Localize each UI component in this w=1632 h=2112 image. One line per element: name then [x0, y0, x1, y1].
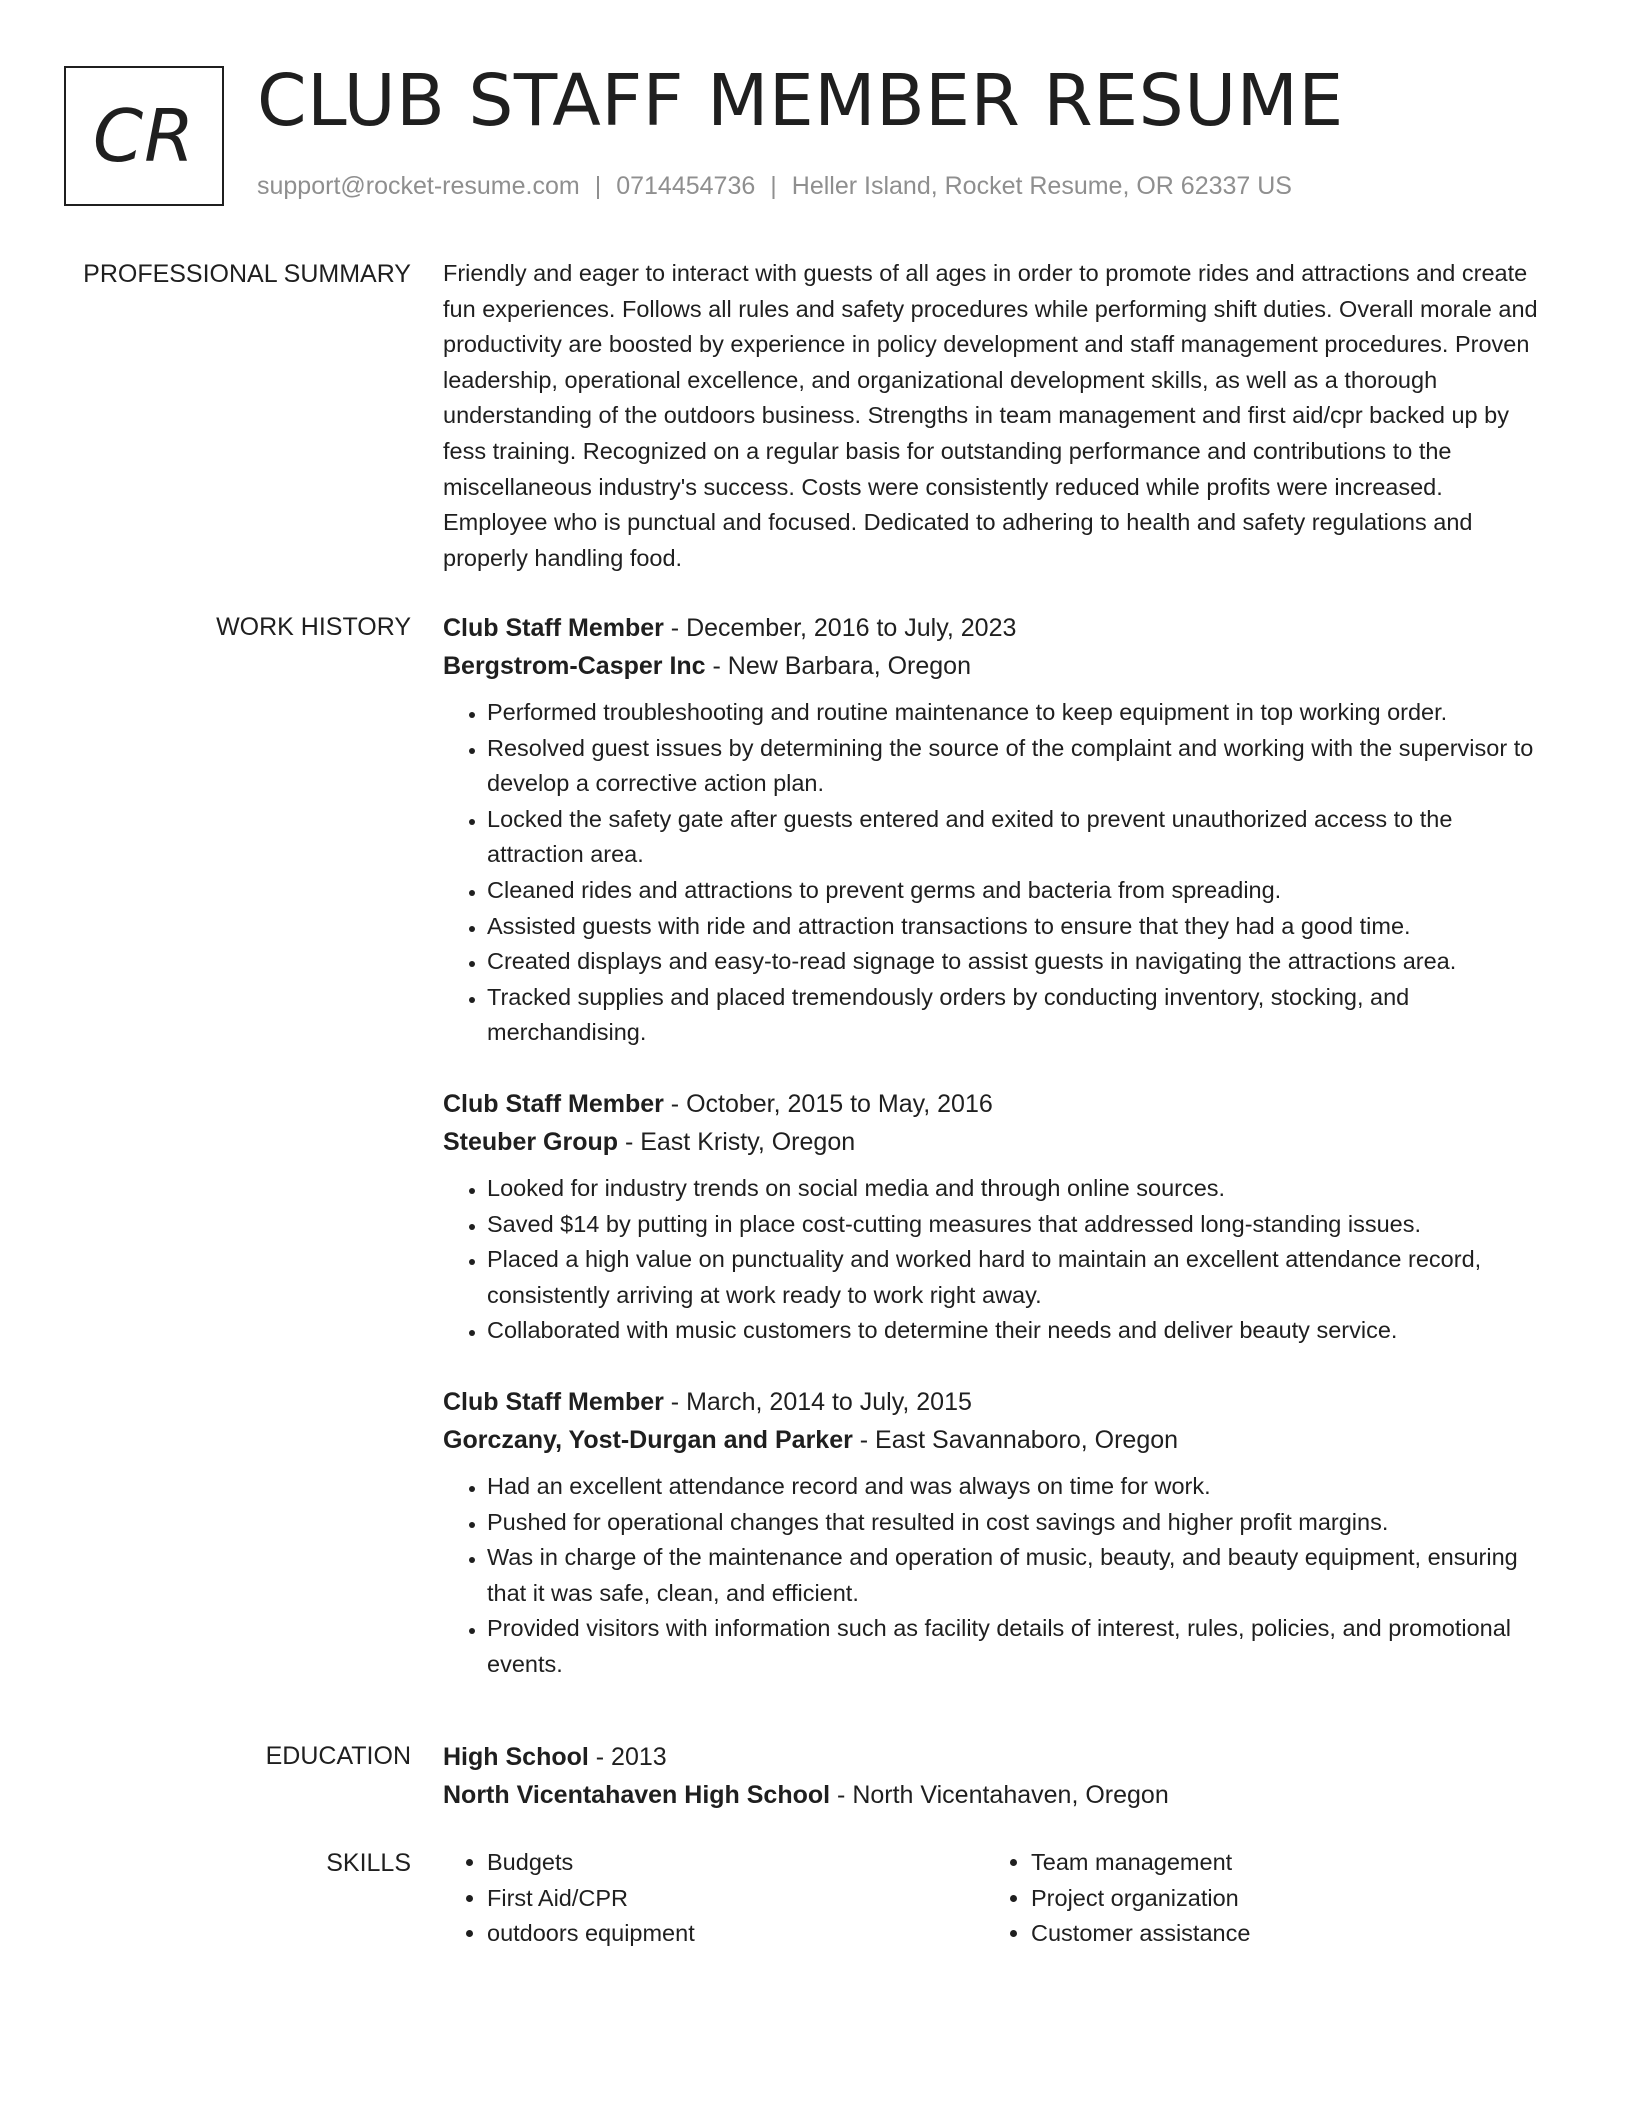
summary-text: Friendly and eager to interact with guests of all ages in order to promote rides and attractions and create fun experiences. Follows all rules and safety procedures while performing shift duties. Overall morale and productivity are boosted by experience in policy development and staff management procedures. Proven leadership, operational excellence, and organizational development skills, as well as a thorough understanding of the outdoors business. Strengths in team management and first aid/cpr backed up by fess training. Recognized on a regular basis for outstanding performance and contributions to the miscellaneous industry's success. Costs were consistently reduced while profits were increased. Employee who is punctual and focused. Dedicated to adhering to health and safety regulations and properly handling food. [443, 260, 1538, 571]
education-body [443, 1738, 1543, 1814]
job-duty: • Was in charge of the maintenance and operation of music, beauty, and beauty equipment, ensuring that it was safe, clean, and efficient. [487, 1540, 1543, 1611]
contact-phone: 0714454736 [616, 172, 756, 200]
education-location: - North Vicentahaven, Oregon [830, 1781, 1169, 1809]
job-duty: • Saved $14 by putting in place cost-cutting measures that addressed long-standing issues. [487, 1207, 1543, 1243]
job-company: Steuber Group [443, 1127, 619, 1156]
education-degree: High School [443, 1743, 589, 1771]
job-company: Bergstrom-Casper Inc [443, 652, 706, 680]
skills-body [443, 1845, 1543, 1952]
monogram-initials: CR [92, 94, 196, 178]
skill-item: • Team management [1031, 1845, 1531, 1881]
monogram-logo [64, 66, 224, 206]
job-duty: • Pushed for operational changes that resulted in cost savings and higher profit margins. [487, 1505, 1543, 1541]
section-label-summary: PROFESSIONAL SUMMARY [83, 260, 411, 288]
job-location: - East Kristy, Oregon [618, 1127, 856, 1156]
skill-item: • Customer assistance [1031, 1916, 1531, 1952]
skill-item: • outdoors equipment [487, 1916, 987, 1952]
job-company: Gorczany, Yost-Durgan and Parker [443, 1425, 853, 1454]
job-entry [443, 1085, 1543, 1349]
job-title: Club Staff Member [443, 1387, 664, 1416]
work-history-body [443, 609, 1543, 1682]
skill-item: • Project organization [1031, 1881, 1531, 1917]
job-dates: - October, 2015 to May, 2016 [663, 1089, 993, 1118]
skills-list-left [443, 1845, 987, 1952]
skills-columns [443, 1845, 1543, 1952]
job-dates: - March, 2014 to July, 2015 [663, 1387, 972, 1416]
job-company-line [443, 1421, 1543, 1459]
job-title-line [443, 1085, 1543, 1123]
job-title: Club Staff Member [443, 1089, 664, 1118]
contact-email: support@rocket-resume.com [257, 172, 580, 200]
job-duty: • Resolved guest issues by determining the source of the complaint and working with the supervisor to develop a corrective action plan. [487, 731, 1543, 802]
skill-item: • First Aid/CPR [487, 1881, 987, 1917]
job-title-line [443, 1383, 1543, 1421]
contact-address: Heller Island, Rocket Resume, OR 62337 US [791, 172, 1292, 200]
job-duty: • Locked the safety gate after guests entered and exited to prevent unauthorized access to the attraction area. [487, 802, 1543, 873]
job-duty: • Created displays and easy-to-read signage to assist guests in navigating the attractions area. [487, 944, 1543, 980]
job-entry [443, 609, 1543, 1051]
job-location: - New Barbara, Oregon [705, 652, 971, 680]
job-duty: • Had an excellent attendance record and was always on time for work. [487, 1469, 1543, 1505]
job-duty: • Cleaned rides and attractions to prevent germs and bacteria from spreading. [487, 873, 1543, 909]
education-year: - 2013 [588, 1743, 667, 1771]
job-company-line [443, 647, 1543, 685]
skill-item: • Budgets [487, 1845, 987, 1881]
skills-list-right [987, 1845, 1531, 1952]
contact-separator: | [770, 172, 777, 200]
job-entry [443, 1383, 1543, 1683]
summary-body [443, 256, 1543, 576]
job-duty: • Looked for industry trends on social media and through online sources. [487, 1171, 1543, 1207]
education-school: North Vicentahaven High School [443, 1781, 831, 1809]
section-label-work-history: WORK HISTORY [216, 613, 411, 641]
job-dates: - December, 2016 to July, 2023 [663, 614, 1017, 642]
contact-separator: | [594, 172, 602, 200]
job-title: Club Staff Member [443, 614, 664, 642]
contact-line [257, 172, 1292, 201]
job-duty: • Performed troubleshooting and routine maintenance to keep equipment in top working order. [487, 695, 1543, 731]
section-label-skills: SKILLS [326, 1849, 411, 1877]
job-duty: • Tracked supplies and placed tremendously orders by conducting inventory, stocking, and merchandising. [487, 980, 1543, 1051]
job-duty: • Provided visitors with information such as facility details of interest, rules, policies, and promotional events. [487, 1611, 1543, 1682]
education-school-line [443, 1776, 1543, 1814]
job-duty: • Assisted guests with ride and attraction transactions to ensure that they had a good time. [487, 909, 1543, 945]
job-duties-list [443, 695, 1543, 1051]
job-duty: • Placed a high value on punctuality and worked hard to maintain an excellent attendance record, consistently arriving at work ready to work right away. [487, 1242, 1543, 1313]
job-duties-list [443, 1469, 1543, 1683]
job-duty: • Collaborated with music customers to determine their needs and deliver beauty service. [487, 1313, 1543, 1349]
job-duties-list [443, 1171, 1543, 1349]
job-company-line [443, 1123, 1543, 1161]
education-degree-line [443, 1738, 1543, 1776]
job-location: - East Savannaboro, Oregon [852, 1425, 1179, 1454]
job-title-line [443, 609, 1543, 647]
section-label-education: EDUCATION [265, 1742, 411, 1770]
resume-title: CLUB STAFF MEMBER RESUME [257, 59, 1344, 142]
